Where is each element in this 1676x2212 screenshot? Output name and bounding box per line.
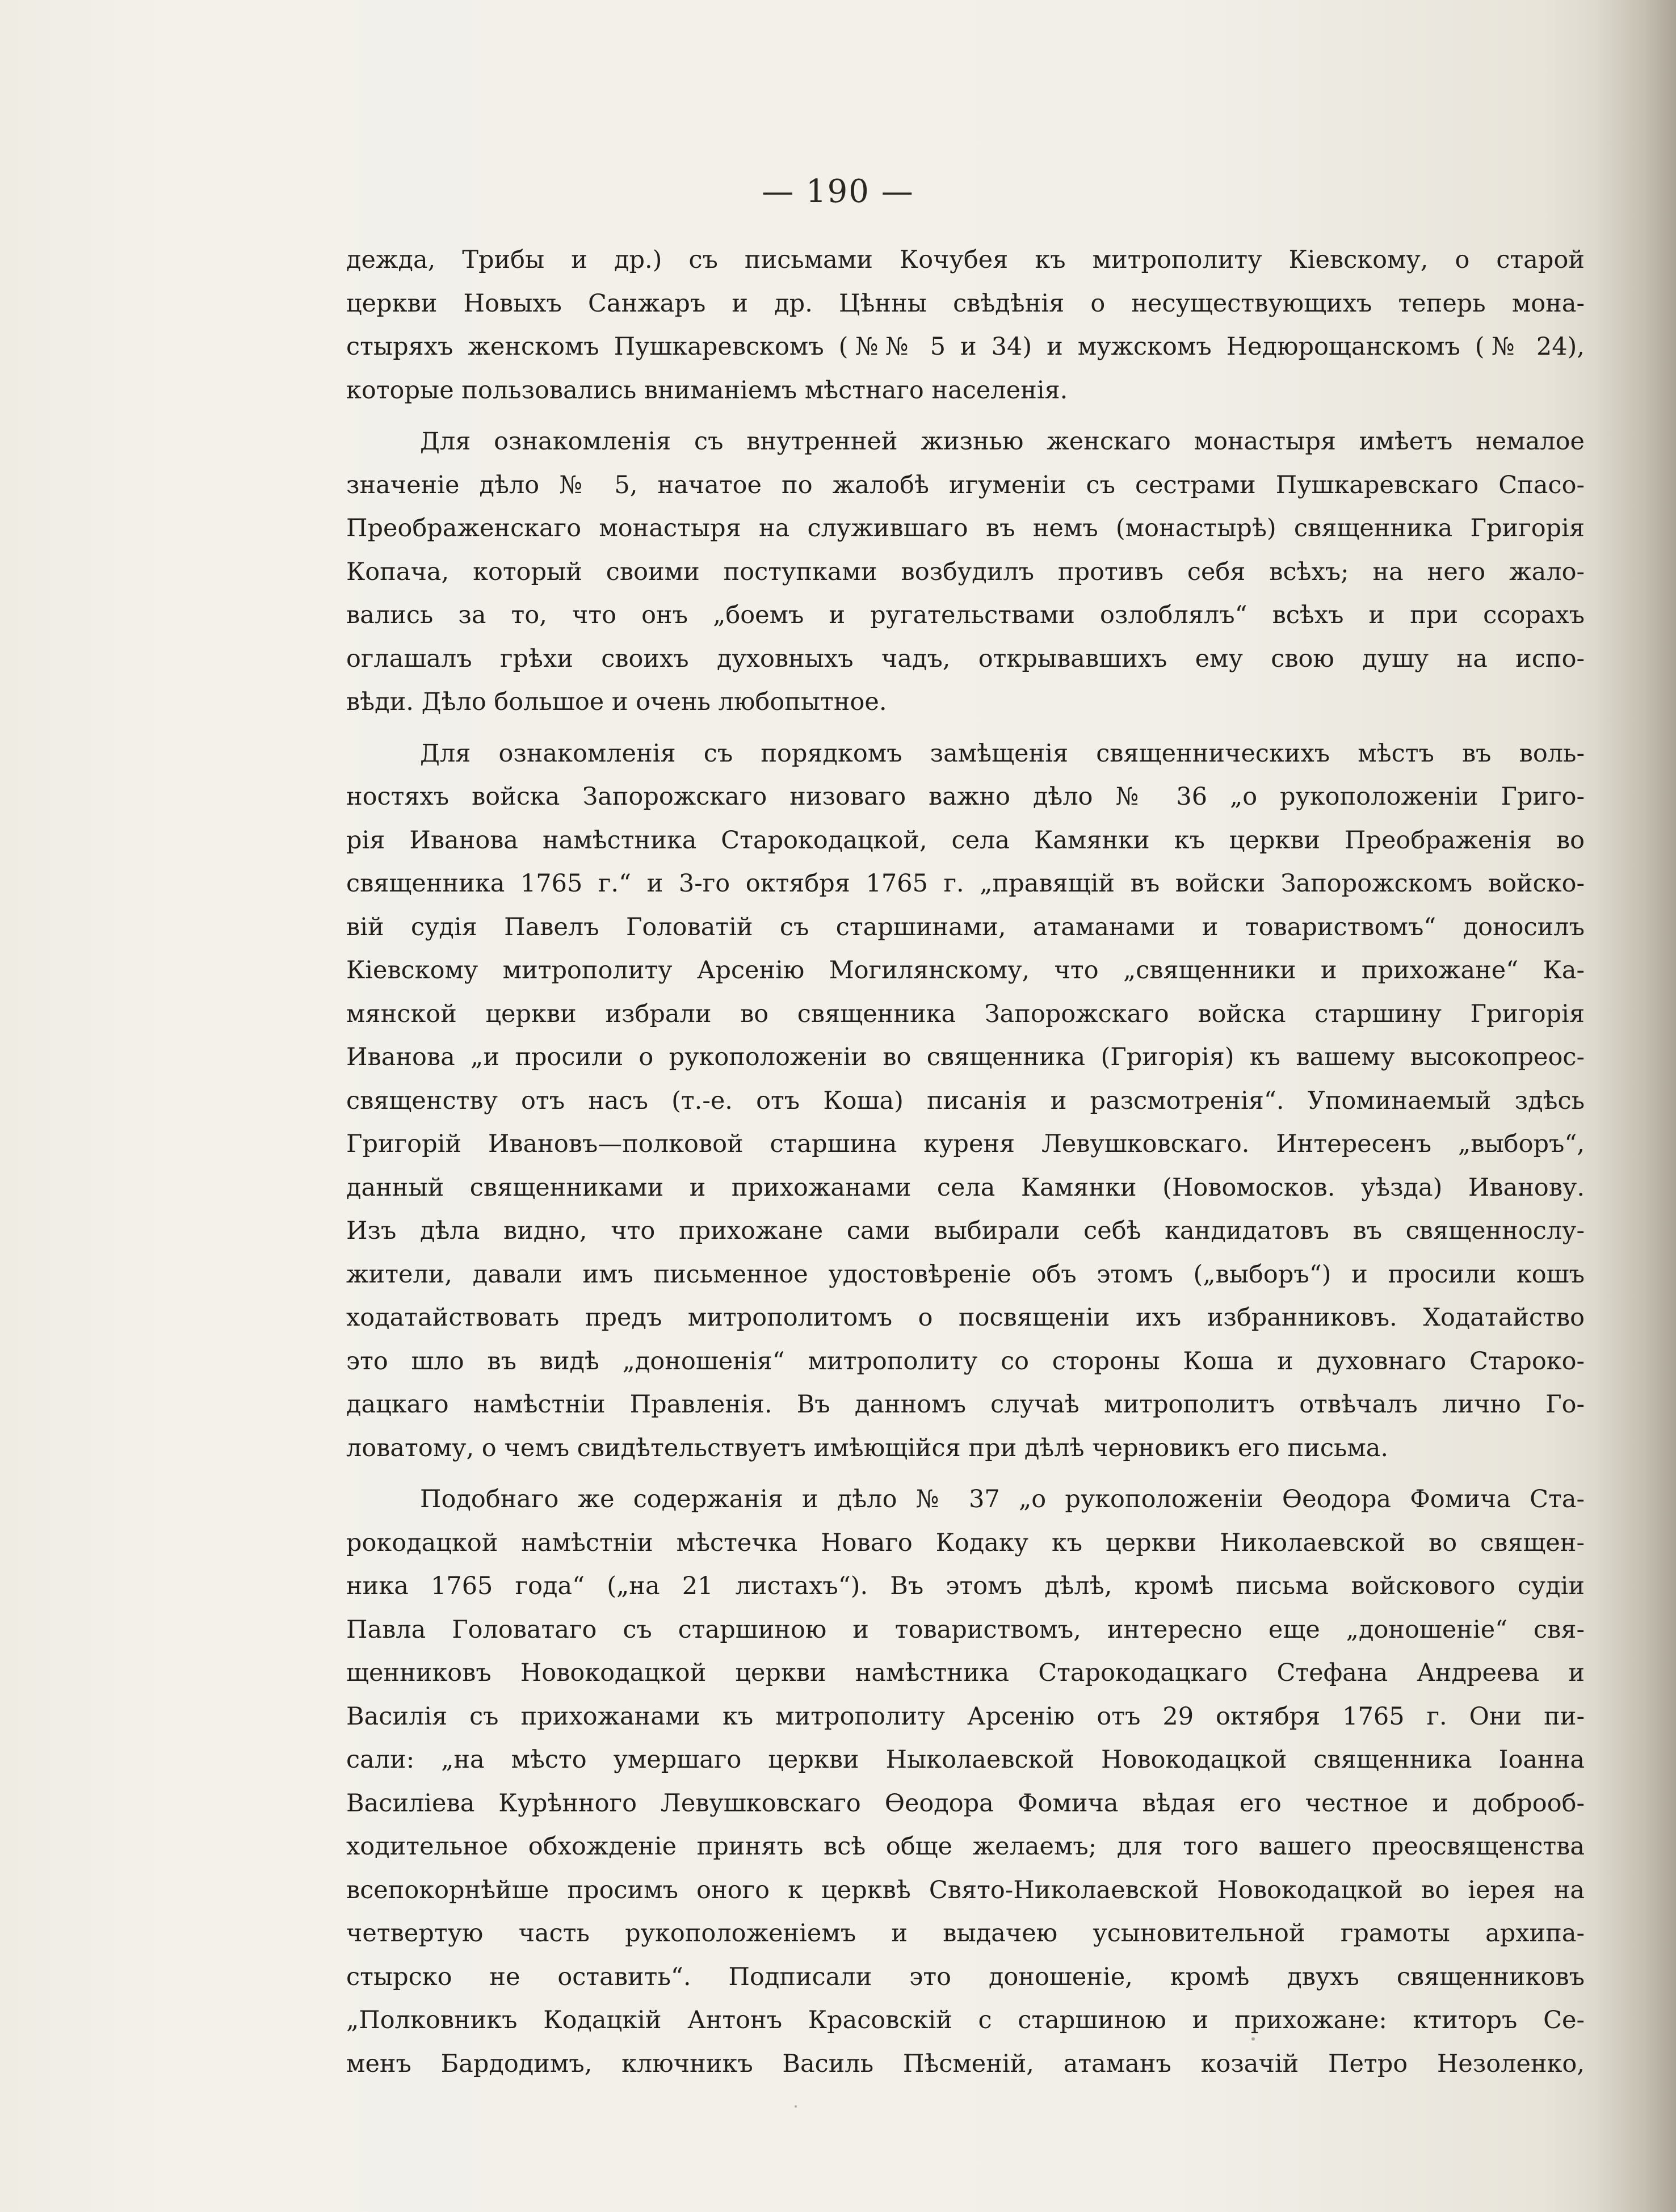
text-line: рія Иванова намѣстника Старокодацкой, села Камянки къ церкви Преображенія во (346, 826, 1585, 855)
text-line: Для ознакомленія съ порядкомъ замѣщенія священническихъ мѣстъ въ воль- (420, 739, 1585, 768)
text-line: Павла Головатаго съ старшиною и товариствомъ, интересно еще „доношеніе“ свя- (346, 1615, 1585, 1644)
paragraph-3 (346, 732, 1585, 1470)
text-line: вій судія Павелъ Головатій съ старшинами, атаманами и товариствомъ“ доносилъ (346, 912, 1585, 941)
paragraph-4 (346, 1478, 1585, 2085)
text-line: мянской церкви избрали во священника Запорожскаго войска старшину Григорія (346, 999, 1585, 1028)
text-line: ходатайствовать предъ митрополитомъ о посвященіи ихъ избранниковъ. Ходатайство (346, 1303, 1585, 1332)
text-line: стыряхъ женскомъ Пушкаревскомъ (№№ 5 и 34) и мужскомъ Недюрощанскомъ (№ 24), (346, 333, 1585, 361)
text-line: священника 1765 г.“ и 3-го октября 1765 г. „правящій въ войски Запорожскомъ войско- (346, 869, 1585, 898)
body-text (346, 238, 1585, 2093)
text-line: дацкаго намѣстніи Правленія. Въ данномъ случаѣ митрополитъ отвѣчалъ лично Го- (346, 1390, 1585, 1419)
text-line: жители, давали имъ письменное удостовѣреніе объ этомъ („выборъ“) и просили кошъ (346, 1260, 1585, 1289)
paper-speck (1251, 2037, 1255, 2041)
text-line: оглашалъ грѣхи своихъ духовныхъ чадъ, открывавшихъ ему свою душу на испо- (346, 644, 1585, 673)
text-line: Григорій Ивановъ—полковой старшина куреня Левушковскаго. Интересенъ „выборъ“, (346, 1130, 1585, 1158)
text-line: вѣди. Дѣло большое и очень любопытное. (346, 688, 887, 716)
text-line: щенниковъ Новокодацкой церкви намѣстника Старокодацкаго Стефана Андреева и (346, 1659, 1585, 1687)
text-line: Изъ дѣла видно, что прихожане сами выбирали себѣ кандидатовъ въ священнослу- (346, 1217, 1585, 1245)
text-line: священству отъ насъ (т.-е. отъ Коша) писанія и разсмотренія“. Упоминаемый здѣсь (346, 1086, 1585, 1115)
text-line: всепокорнѣйше просимъ оного к церквѣ Свято-Николаевской Новокодацкой во іерея на (346, 1875, 1585, 1904)
text-line: дежда, Трибы и др.) съ письмами Кочубея къ митрополиту Кіевскому, о старой (346, 246, 1585, 274)
paragraph-2 (346, 420, 1585, 724)
text-line: Подобнаго же содержанія и дѣло № 37 „о рукоположеніи Ѳеодора Фомича Ста- (420, 1485, 1585, 1513)
text-line: данный священниками и прихожанами села Камянки (Новомосков. уѣзда) Иванову. (346, 1173, 1585, 1202)
text-line: „Полковникъ Кодацкій Антонъ Красовскій с старшиною и прихожане: ктиторъ Се- (346, 2006, 1585, 2034)
text-line: которые пользовались вниманіемъ мѣстнаго населенія. (346, 376, 1068, 405)
text-line: Василія съ прихожанами къ митрополиту Арсенію отъ 29 октября 1765 г. Они пи- (346, 1702, 1585, 1731)
text-line: сали: „на мѣсто умершаго церкви Ныколаевской Новокодацкой священника Іоанна (346, 1746, 1585, 1774)
text-line: ностяхъ войска Запорожскаго низоваго важно дѣло № 36 „о рукоположеніи Григо- (346, 783, 1585, 811)
text-line: Василіева Курѣнного Левушковскаго Ѳеодора Фомича вѣдая его честное и доброоб- (346, 1789, 1585, 1818)
text-line: значеніе дѣло № 5, начатое по жалобѣ игуменіи съ сестрами Пушкаревскаго Спасо- (346, 470, 1585, 499)
text-line: ходительное обхожденіе принять всѣ обще желаемъ; для того вашего преосвященства (346, 1832, 1585, 1861)
text-line: Преображенскаго монастыря на служившаго въ немъ (монастырѣ) священника Григорія (346, 514, 1585, 543)
text-line: Кіевскому митрополиту Арсенію Могилянскому, что „священники и прихожане“ Ка- (346, 956, 1585, 985)
page-shadow-edge (1597, 0, 1676, 2212)
text-line: четвертую часть рукоположеніемъ и выдачею усыновительной грамоты архипа- (346, 1919, 1585, 1948)
text-line: стырско не оставить“. Подписали это доношеніе, кромѣ двухъ священниковъ (346, 1962, 1585, 1991)
text-line: рокодацкой намѣстніи мѣстечка Новаго Кодаку къ церкви Николаевской во священ- (346, 1528, 1585, 1557)
text-line: ника 1765 года“ („на 21 листахъ“). Въ этомъ дѣлѣ, кромѣ письма войскового судіи (346, 1572, 1585, 1600)
text-line: церкви Новыхъ Санжаръ и др. Цѣнны свѣдѣнія о несуществующихъ теперь мона- (346, 289, 1585, 318)
text-line: Иванова „и просили о рукоположеніи во священника (Григорія) къ вашему высокопреос- (346, 1043, 1585, 1071)
text-line: Для ознакомленія съ внутренней жизнью женскаго монастыря имѣетъ немалое (420, 427, 1585, 456)
paragraph-1 (346, 238, 1585, 412)
text-line: вались за то, что онъ „боемъ и ругательствами озлоблялъ“ всѣхъ и при ссорахъ (346, 601, 1585, 629)
text-line: Копача, который своими поступками возбудилъ противъ себя всѣхъ; на него жало- (346, 557, 1585, 586)
text-line: это шло въ видѣ „доношенія“ митрополиту со стороны Коша и духовнаго Староко- (346, 1347, 1585, 1376)
paper-speck (795, 2105, 797, 2108)
text-line: ловатому, о чемъ свидѣтельствуетъ имѣющійся при дѣлѣ черновикъ его письма. (346, 1433, 1389, 1462)
text-line: менъ Бардодимъ, ключникъ Василь Пѣсменій, атаманъ козачій Петро Незоленко, (346, 2049, 1585, 2078)
page-number: — 190 — (762, 173, 914, 210)
